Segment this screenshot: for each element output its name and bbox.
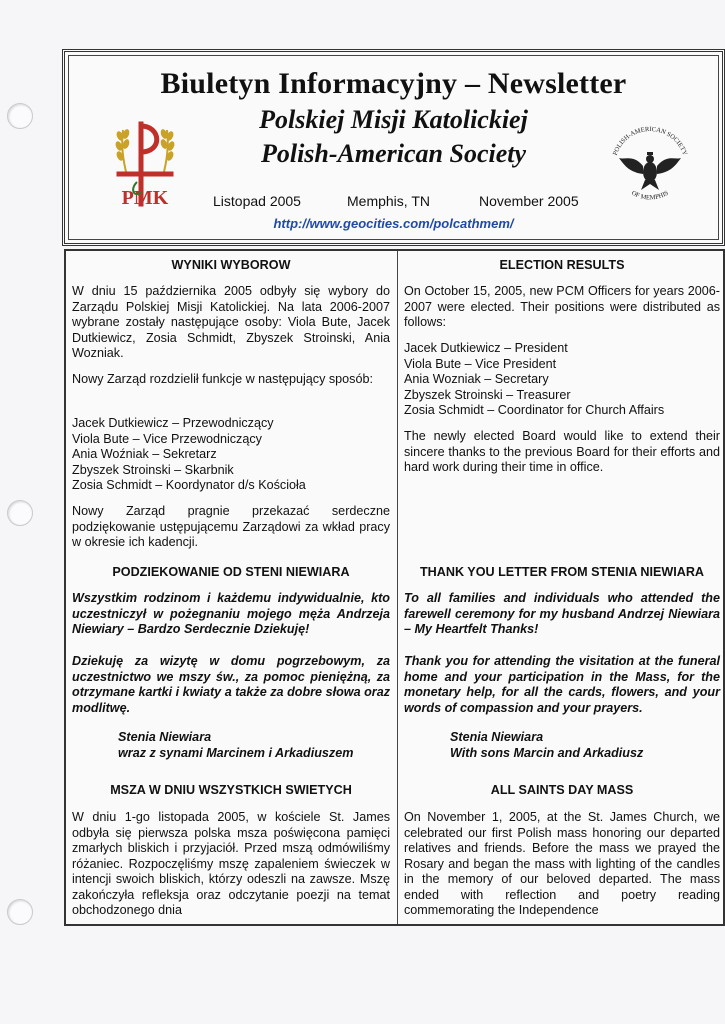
all-saints-paragraph-pl: W dniu 1-go listopada 2005, w kościele St. James odbyła się pierwsza polska msza poświęcona pamięci zmarłych bliskich i przyjaciół. Przed mszą odmówiliśmy różaniec. Rozpoczęliśmy mszę zapaleniem świeczek w intencji swoich bliskich, którzy odeszli na zawsze. Mszę zakończyła refleksja oraz odczytanie poezji na temat obchodzonego dnia [72,810,390,917]
officer-item: Zbyszek Stroinski – Treasurer [404,387,571,402]
thank-you-paragraph-1-pl: Wszystkim rodzinom i każdemu indywidualnie, kto uczestniczył w pożegnaniu mojego męża Andrzeja Niewiary – Bardzo Serdecznie Dziekuję! [72,591,390,636]
pmk-letters: PMK [121,187,169,209]
pmk-cross-logo-icon [105,112,185,212]
issue-date-polish: Listopad 2005 [213,193,301,209]
thank-you-paragraph-2-en: Thank you for attending the visitation at the funeral home and your participation in the Mass, for the monetary help, for all the cards, flowers, and your words of compassion and your prayers. [404,654,720,715]
seal-bottom-text: OF MEMPHIS [630,189,670,202]
officer-item: Viola Bute – Vice President [404,356,557,371]
thank-you-paragraph-1-en: To all families and individuals who attended the farewell ceremony for my husband Andrzej Niewiara – My Heartfelt Thanks! [404,591,720,636]
section-title-election-pl: WYNIKI WYBOROW [171,258,291,272]
newsletter-subtitle-polish: Polskiej Misji Katolickiej [259,105,528,134]
signature-name-pl: Stenia Niewiara [118,730,212,744]
election-paragraph-en: On October 15, 2005, new PCM Officers for years 2006-2007 were elected. Their positions were distributed as follows: [404,284,720,329]
officer-item: Zosia Schmidt – Koordynator d/s Kościoła [72,478,306,492]
officer-item: Zosia Schmidt – Coordinator for Church Affairs [404,403,665,417]
officer-item: Viola Bute – Vice Przewodniczący [72,431,262,446]
section-title-thanks-pl: PODZIEKOWANIE OD STENI NIEWIARA [112,565,350,579]
website-link[interactable]: http://www.geocities.com/polcathmem/ [273,216,514,231]
officer-item: Jacek Dutkiewicz – Przewodniczący [72,416,274,430]
masthead [62,49,725,246]
thanks-previous-board-en: The newly elected Board would like to extend their sincere thanks to the previous Board for their efforts and hard work during their time in office. [404,429,720,474]
officer-item: Ania Woźniak – Sekretarz [72,447,217,461]
thank-you-paragraph-2-pl: Dziekuję za wizytę w domu pogrzebowym, za uczestnictwo we mszy św., za pomoc pieniężną, za otrzymane kartki i kwiaty a także za dobre słowa oraz modlitwę. [72,654,390,715]
officer-item: Ania Wozniak – Secretary [404,372,549,386]
seal-top-text: POLISH-AMERICAN SOCIETY [611,125,689,157]
column-divider [397,251,398,924]
binder-hole-middle [7,500,33,526]
section-title-mass-pl: MSZA W DNIU WSZYSTKICH SWIETYCH [110,783,352,797]
election-roles-intro-pl: Nowy Zarząd rozdzielił funkcje w następujący sposób: [72,372,373,386]
polish-american-society-seal-icon [605,114,695,210]
binder-hole-top [7,103,33,129]
newsletter-title: Biuletyn Informacyjny – Newsletter [160,67,627,100]
issue-location: Memphis, TN [347,193,430,209]
signature-sons-pl: wraz z synami Marcinem i Arkadiuszem [118,746,354,760]
section-title-election-en: ELECTION RESULTS [499,258,625,272]
issue-date-english: November 2005 [479,193,579,209]
signature-name-en: Stenia Niewiara [450,730,544,744]
officer-list-pl [72,416,390,494]
svg-text:OF MEMPHIS [630,189,670,201]
officer-item: Jacek Dutkiewicz – President [404,341,568,355]
all-saints-paragraph-en: On November 1, 2005, at the St. James Church, we celebrated our first Polish mass honoring our departed relatives and friends. Before the mass we prayed the Rosary and began the mass with lighting of the candles in the memory of our beloved departed. The mass ended with reflection and poetry reading commemorating the Independence [404,810,720,917]
signature-sons-en: With sons Marcin and Arkadiusz [450,746,644,760]
newsletter-subtitle-english: Polish-American Society [260,139,527,168]
election-paragraph-pl: W dniu 15 października 2005 odbyły się wybory do Zarządu Polskiej Misji Katolickiej. Na lata 2006-2007 wybrane zostały następujące osoby: Viola Bute, Jacek Dutkiewicz, Zosia Schmidt, Zbyszek Stroinski, Ania Wozniak. [72,284,390,360]
binder-hole-bottom [7,899,33,925]
thanks-previous-board-pl: Nowy Zarząd pragnie przekazać serdeczne podziękowanie ustępującemu Zarządowi za wkład pracy w okresie ich kadencji. [72,504,390,549]
newsletter-body [64,249,725,926]
section-title-mass-en: ALL SAINTS DAY MASS [490,783,634,797]
section-title-thanks-en: THANK YOU LETTER FROM STENIA NIEWIARA [419,565,705,579]
officer-item: Zbyszek Stroinski – Skarbnik [72,462,234,477]
officer-list-en [404,341,720,419]
